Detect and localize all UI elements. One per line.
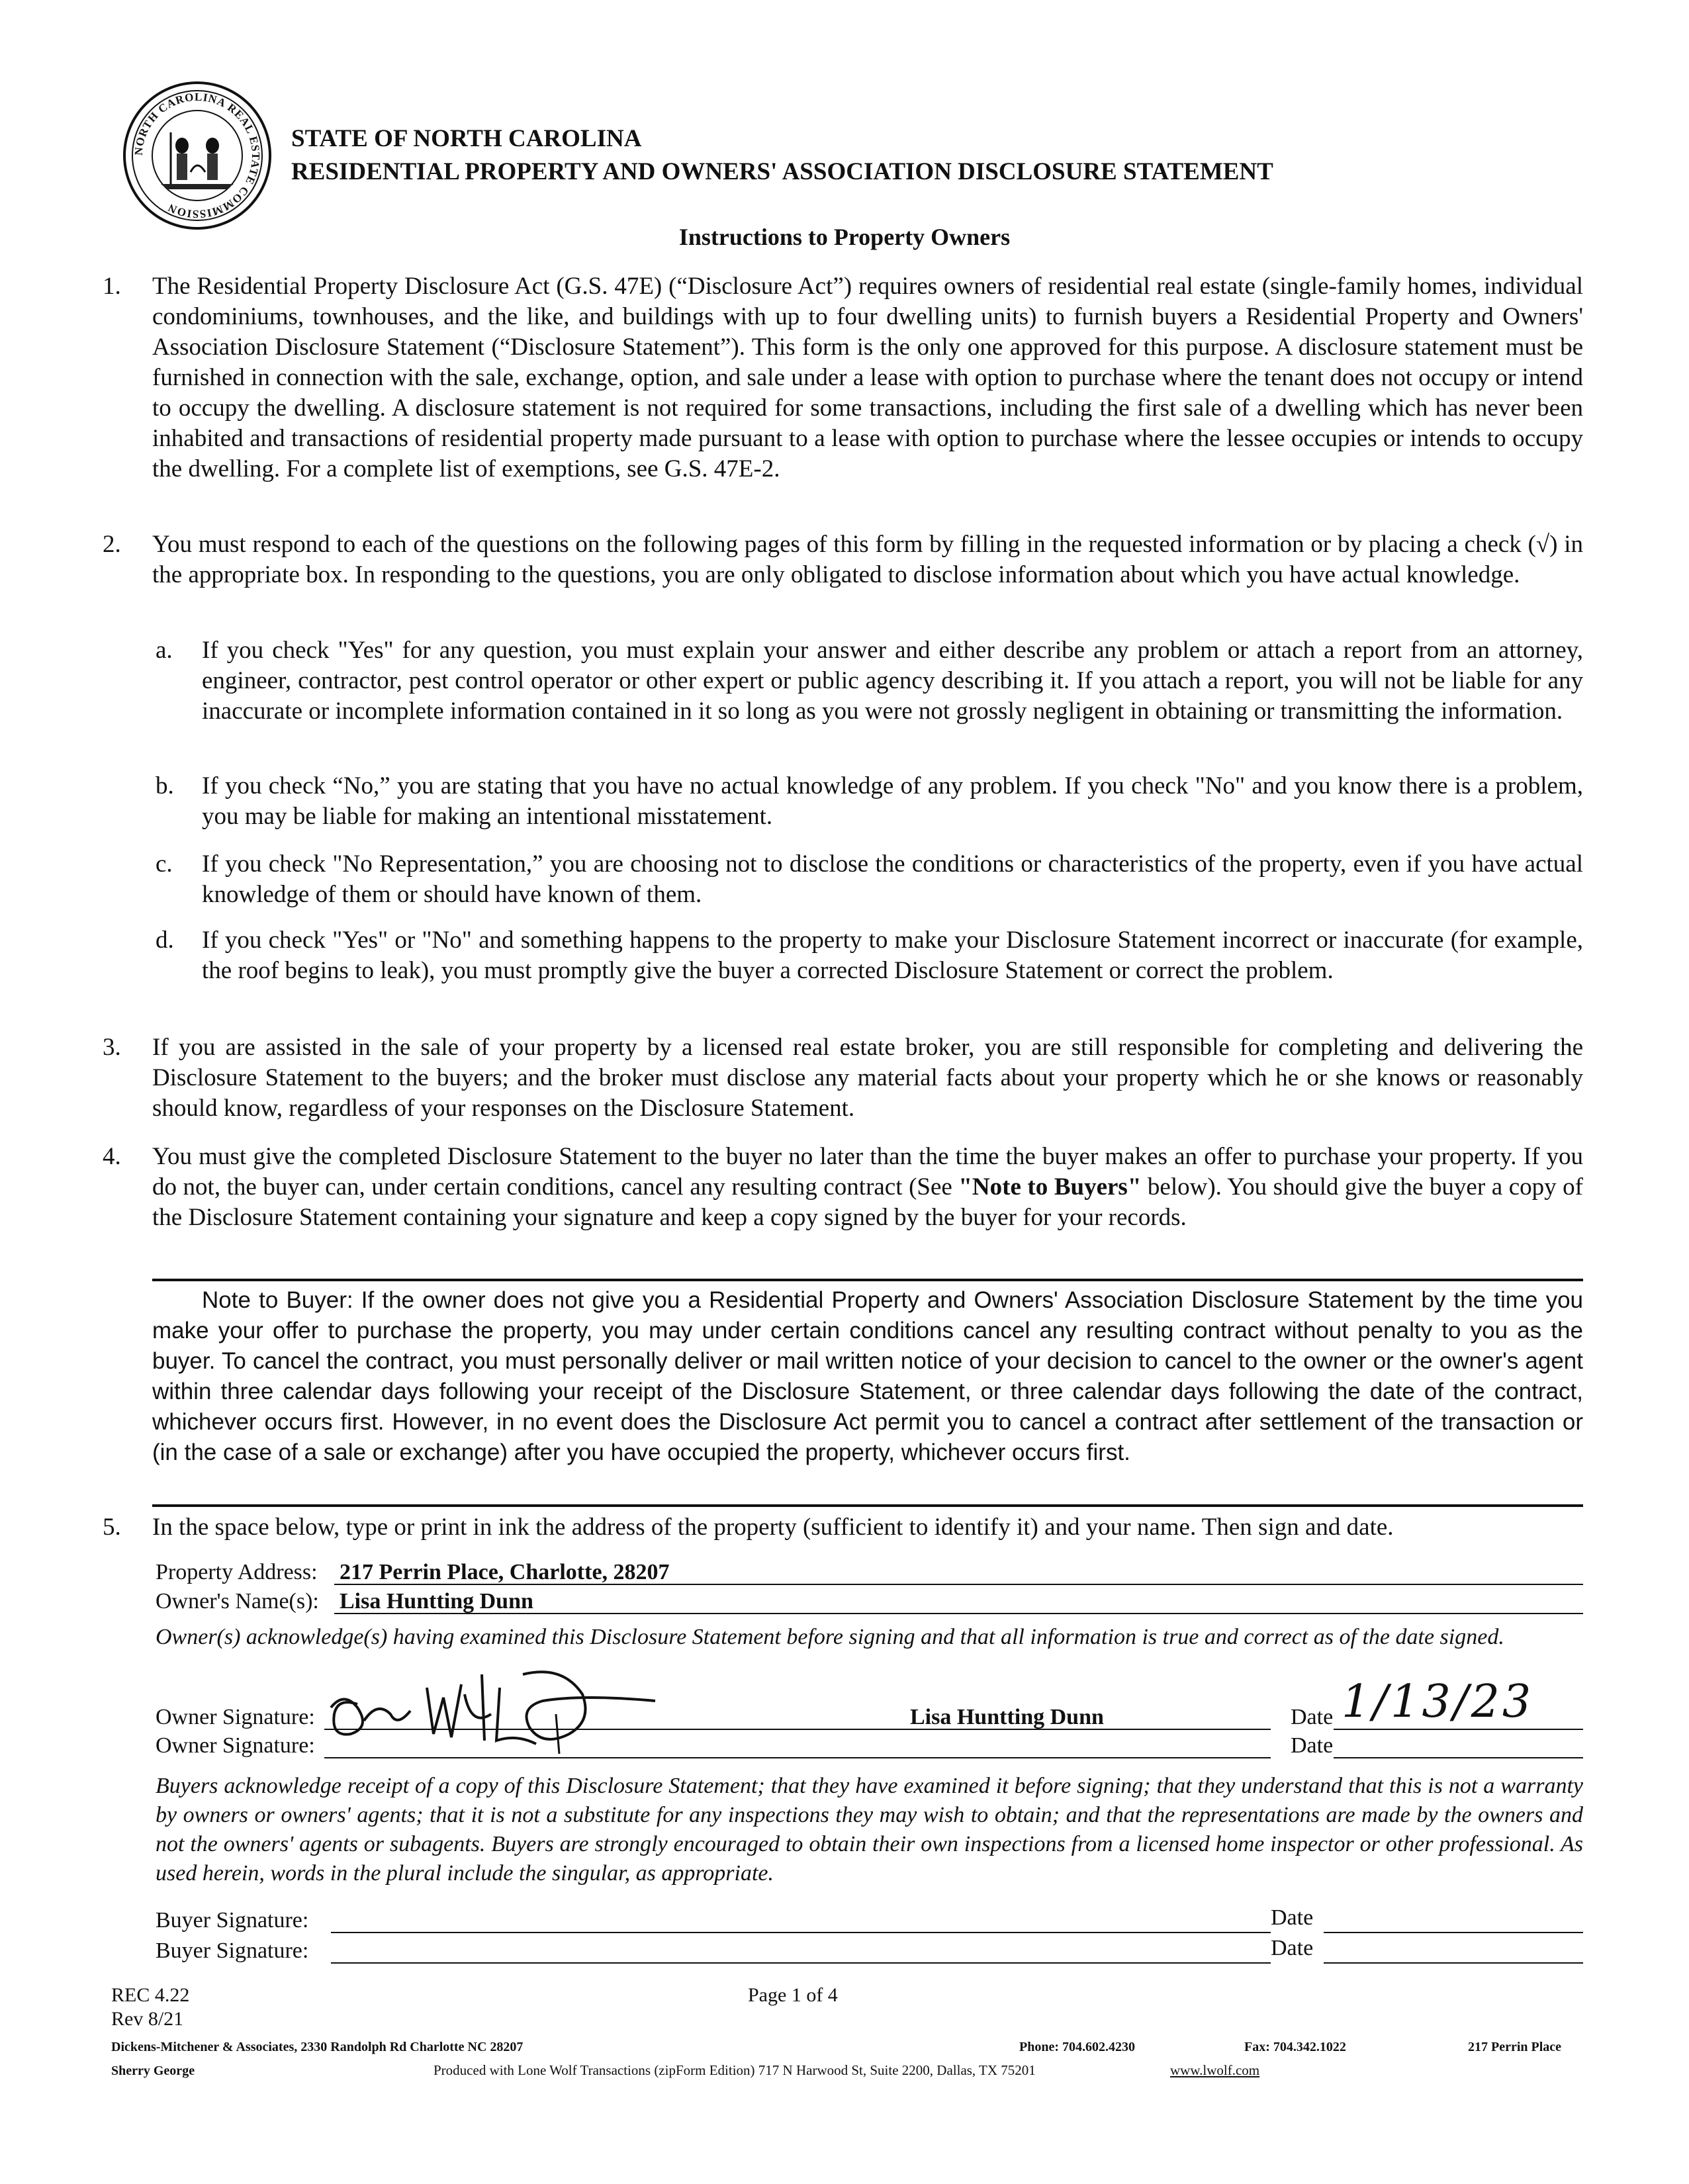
buyer-signature-label-1: Buyer Signature: [156,1908,309,1933]
form-code: REC 4.22 [111,1984,190,2006]
owner-date-field-1[interactable] [1334,1676,1583,1730]
owner-names-value: Lisa Huntting Dunn [340,1589,533,1614]
buyer-signature-field-1[interactable] [331,1905,1271,1933]
item-2d-text: If you check "Yes" or "No" and something happens to the property to make your Disclosure Statement incorrect or inaccurate (for example, the roof begins to leak), you must promptly give the buyer a corrected Disclosure Statement or correct the problem. [202,927,1583,984]
property-address-label: Property Address: [156,1560,318,1584]
item-5-text: In the space below, type or print in ink the address of the property (sufficient to identify it) and your name. Then sign and date. [152,1514,1394,1541]
form-revision: Rev 8/21 [111,2008,184,2030]
item-2c-text: If you check "No Representation,” you are choosing not to disclose the conditions or characteristics of the property, even if you have actual knowledge of them or should have known of them. [202,850,1583,908]
note-bottom-rule [152,1504,1583,1507]
item-4-number: 4. [103,1143,121,1170]
owner-signature-field-2[interactable] [324,1731,1271,1758]
owner-date-label-2: Date [1291,1733,1334,1758]
item-1-number: 1. [103,273,121,300]
brokerage-phone: Phone: 704.602.4230 [1019,2040,1135,2054]
item-3-text: If you are assisted in the sale of your property by a licensed real estate broker, you are still responsible for completing and delivering the Disclosure Statement to the buyers; and the broker must disclose any material facts about your property which he or she knows or reasonably should know, regardless of your responses on the Disclosure Statement. [152,1034,1583,1122]
item-1-text: The Residential Property Disclosure Act (G.S. 47E) (“Disclosure Act”) requires owners of residential real estate (single-family homes, individual condominiums, townhouses, and the like, and buildings with up to four dwelling units) to furnish buyers a Residential Property and Owners' Association Disclosure Statement (“Disclosure Statement”). This form is the only one approved for this purpose. A disclosure statement must be furnished in connection with the sale, exchange, option, and sale under a lease with option to purchase where the tenant does not occupy or intend to occupy the dwelling. A disclosure statement is not required for some transactions, including the first sale of a dwelling which has never been inhabited and transactions of residential property made pursuant to a lease with option to purchase where the lessee occupies or intends to occupy the dwelling. For a complete list of exemptions, see G.S. 47E-2. [152,273,1583,482]
owner-signature-label-1: Owner Signature: [156,1705,315,1729]
produced-by: Produced with Lone Wolf Transactions (zipForm Edition) 717 N Harwood St, Suite 2200, Dallas, TX 75201 [434,2062,1036,2078]
buyer-signature-label-2: Buyer Signature: [156,1938,309,1963]
brokerage-info: Dickens-Mitchener & Associates, 2330 Randolph Rd Charlotte NC 28207 [111,2040,524,2054]
svg-text:NORTH CAROLINA REAL ESTATE COM: NORTH CAROLINA REAL ESTATE COMMISSION [132,90,263,221]
buyer-date-label-2: Date [1271,1936,1314,1960]
header-state: STATE OF NORTH CAROLINA [291,125,642,152]
item-2-text: You must respond to each of the questions on the following pages of this form by filling in the requested information or by placing a check (√) in the appropriate box. In responding to the questions, you are only obligated to disclose information about which you have actual knowledge. [152,531,1583,588]
page-number: Page 1 of 4 [748,1984,838,2006]
item-2d-letter: d. [156,927,174,954]
state-seal [121,79,273,232]
buyer-date-field-2[interactable] [1324,1936,1583,1964]
buyer-signature-field-2[interactable] [331,1936,1271,1964]
buyer-date-label-1: Date [1271,1905,1314,1930]
owner-names-label: Owner's Name(s): [156,1589,319,1614]
property-address-field[interactable] [334,1557,1583,1585]
property-reference: 217 Perrin Place [1468,2040,1562,2054]
item-4-text: You must give the completed Disclosure Statement to the buyer no later than the time the buyer makes an offer to purchase your property. If you do not, the buyer can, under certain conditions, cancel any resulting contract (See "Note to Buyers" below). You should give the buyer a copy of the Disclosure Statement containing your signature and keep a copy signed by the buyer for your records. [152,1143,1583,1231]
website-link[interactable]: www.lwolf.com [1170,2062,1260,2078]
agent-name: Sherry George [111,2064,195,2078]
brokerage-fax: Fax: 704.342.1022 [1244,2040,1346,2054]
owner-signature-label-2: Owner Signature: [156,1733,315,1758]
owner-date-label-1: Date [1291,1705,1334,1729]
buyer-date-field-1[interactable] [1324,1905,1583,1933]
owner-date-field-2[interactable] [1334,1731,1583,1758]
item-2a-letter: a. [156,637,173,664]
item-2a-text: If you check "Yes" for any question, you must explain your answer and either describe any problem or attach a report from an attorney, engineer, contractor, pest control operator or other expert or public agency describing it. If you attach a report, you will not be liable for any inaccurate or incomplete information contained in it so long as you were not grossly negligent in obtaining or transmitting the information. [202,637,1583,725]
instructions-title: Instructions to Property Owners [678,224,1011,250]
item-2b-letter: b. [156,772,174,799]
item-2-number: 2. [103,531,121,558]
owner-date-value: 1/13/23 [1342,1676,1534,1728]
note-to-buyer: Note to Buyer: If the owner does not give you a Residential Property and Owners' Association Disclosure Statement by the time you make your offer to purchase the property, you may under certain conditions cancel any resulting contract without penalty to you as the buyer. To cancel the contract, you must personally deliver or mail written notice of your decision to cancel to the owner or the owner's agent within three calendar days following your receipt of the Disclosure Statement, or three calendar days following the date of the contract, whichever occurs first. However, in no event does the Disclosure Act permit you to cancel a contract after settlement of the transaction or (in the case of a sale or exchange) after you have occupied the property, whichever occurs first. [152,1287,1583,1465]
owner-names-field[interactable] [334,1586,1583,1614]
property-address-value: 217 Perrin Place, Charlotte, 28207 [340,1560,670,1584]
buyer-acknowledgement: Buyers acknowledge receipt of a copy of this Disclosure Statement; that they have examined it before signing; that they understand that this is not a warranty by owners or owners' agents; that it is not a substitute for any inspections they may wish to obtain; and that the representations are made by the owners and not the owners' agents or subagents. Buyers are strongly encouraged to obtain their own inspections from a licensed home inspector or other professional. As used herein, words in the plural include the singular, as appropriate. [156,1774,1583,1886]
note-top-rule [152,1279,1583,1281]
item-2c-letter: c. [156,850,173,878]
item-3-number: 3. [103,1034,121,1061]
owner-acknowledgement: Owner(s) acknowledge(s) having examined this Disclosure Statement before signing and that all information is true and correct as of the date signed. [156,1625,1504,1649]
owner-signature-printed-name: Lisa Huntting Dunn [910,1705,1104,1729]
note-to-buyers-ref: "Note to Buyers" [958,1173,1142,1201]
item-5-number: 5. [103,1514,121,1541]
header-title: RESIDENTIAL PROPERTY AND OWNERS' ASSOCIATION DISCLOSURE STATEMENT [291,158,1273,185]
item-2b-text: If you check “No,” you are stating that you have no actual knowledge of any problem. If you check "No" and you know there is a problem, you may be liable for making an intentional misstatement. [202,772,1583,830]
